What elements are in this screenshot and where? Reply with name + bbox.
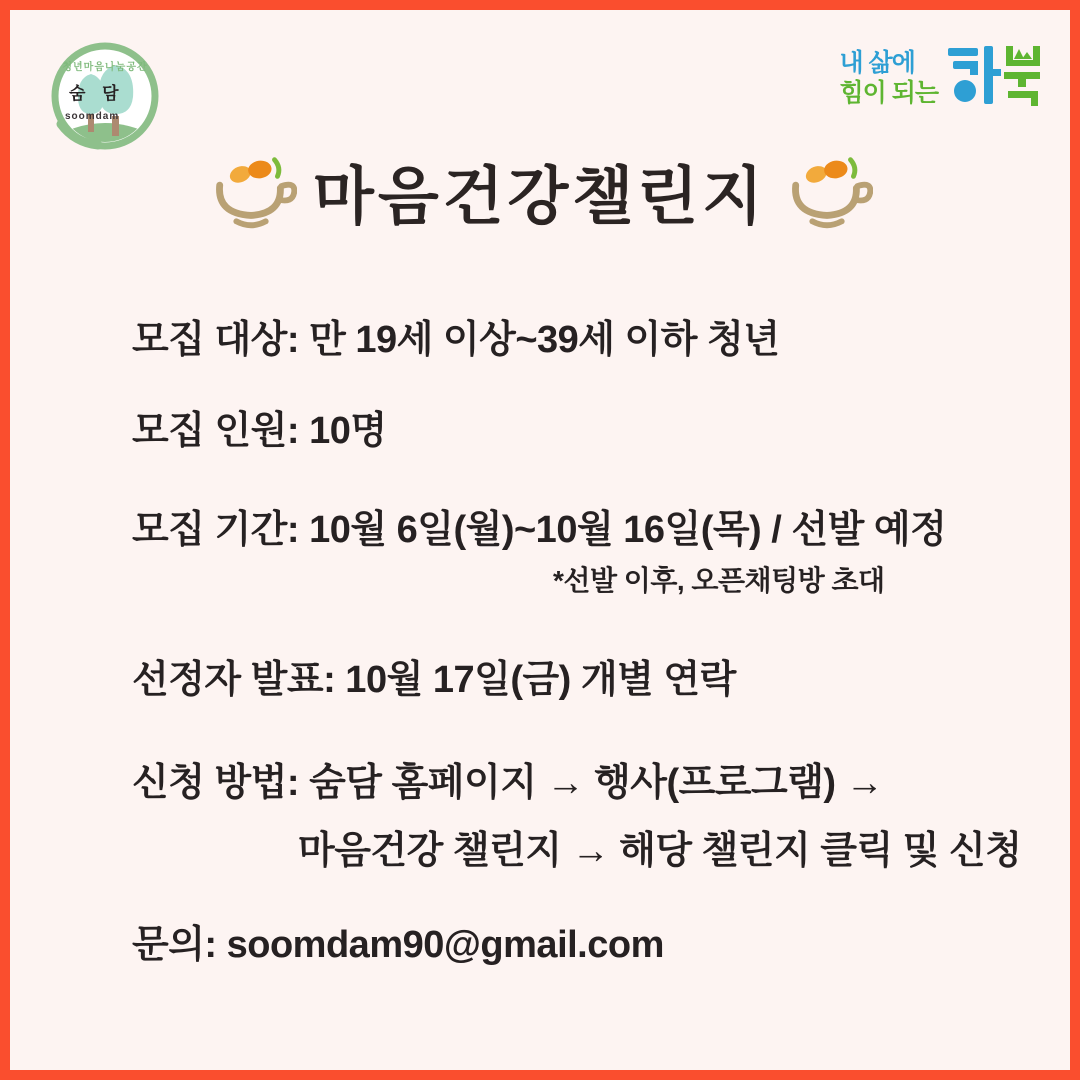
recruit-period-line: 모집 기간: 10월 6일(월)~10월 16일(목) / 선발 예정 — [132, 509, 947, 551]
gangbuk-logo — [839, 46, 1042, 111]
soomdam-name-korean: 숨 담 — [69, 84, 125, 103]
contact-email-line: 문의: soomdam90@gmail.com — [132, 924, 664, 966]
gangbuk-slogan — [839, 49, 938, 108]
announcement-line: 선정자 발표: 10월 17일(금) 개별 연락 — [132, 659, 736, 701]
page-title: 마음건강챌린지 — [312, 162, 767, 232]
rice-bowl-with-fruit-icon — [207, 152, 297, 232]
soomdam-tagline: 청년마음나눔공간 — [62, 62, 148, 73]
gangbuk-mark-graphic — [948, 46, 1042, 106]
apply-method-line-1: 신청 방법: 숨담 홈페이지 → 행사(프로그램) → — [132, 762, 884, 804]
gangbuk-slogan-line2: 힘이 되는 — [839, 78, 938, 107]
recruit-count-line: 모집 인원: 10명 — [132, 410, 387, 452]
gangbuk-mark — [948, 46, 1042, 111]
apply-method-line-2: 마음건강 챌린지 → 해당 챌린지 클릭 및 신청 — [298, 830, 1022, 872]
title-row — [10, 146, 1070, 237]
period-note-line: *선발 이후, 오픈채팅방 초대 — [553, 565, 885, 596]
soomdam-name-english: soomdam — [65, 111, 120, 122]
soomdam-logo — [48, 34, 162, 160]
recruit-target-line: 모집 대상: 만 19세 이상~39세 이하 청년 — [132, 319, 780, 361]
gangbuk-slogan-line1: 내 삶에 — [839, 49, 915, 77]
rice-bowl-with-fruit-icon — [783, 152, 873, 232]
